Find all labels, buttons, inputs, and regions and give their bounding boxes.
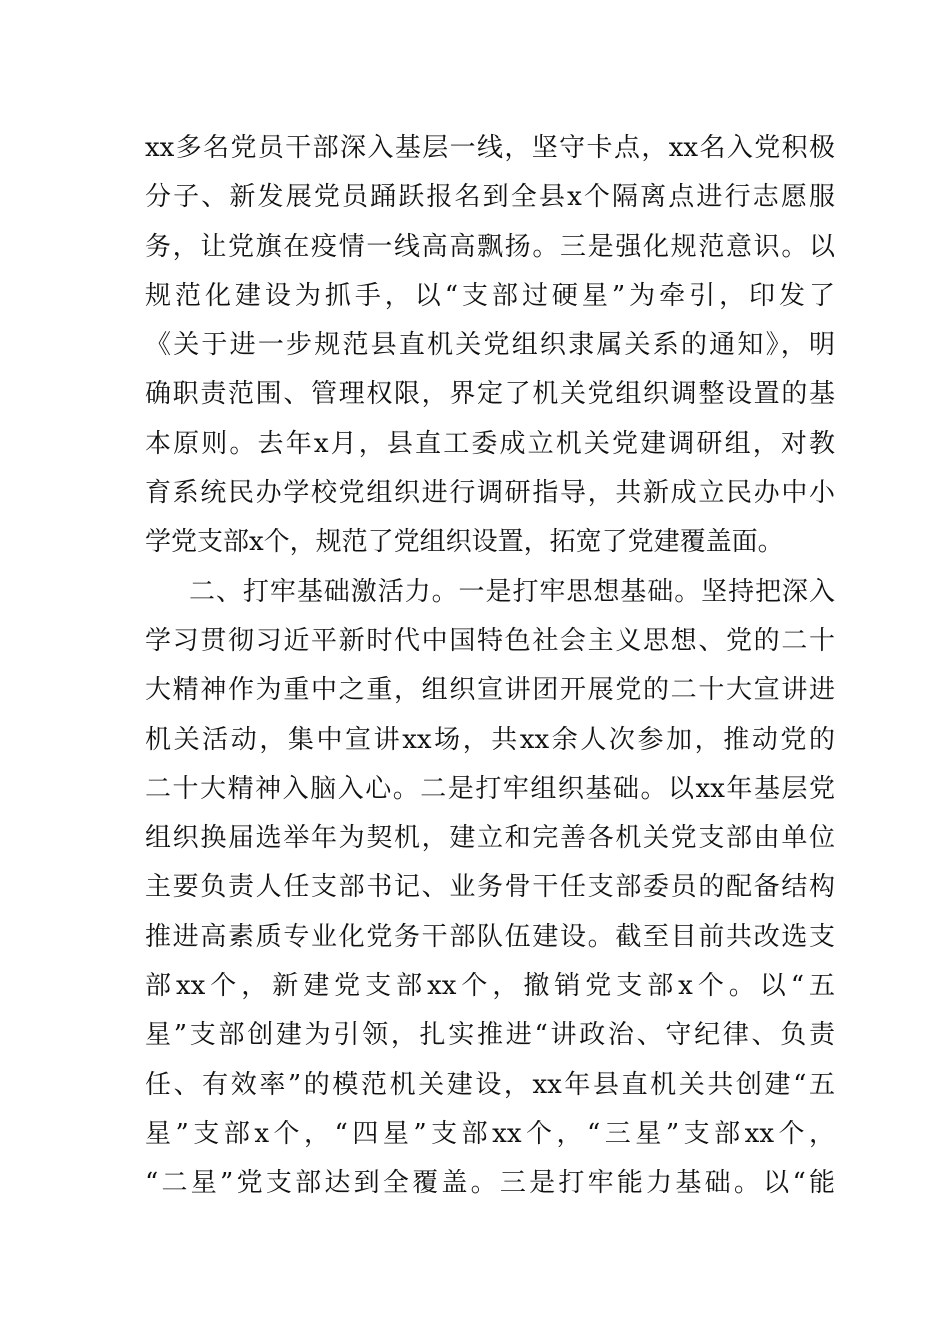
text-line: 主要负责人任支部书记、业务骨干任支部委员的配备结构 [145, 872, 835, 903]
text-line: 务，让党旗在疫情一线高高飘扬。三是强化规范意识。以 [145, 231, 835, 262]
text-line: 规范化建设为抓手，以“支部过硬星”为牵引，印发了 [145, 280, 835, 311]
text-line: 部xx个，新建党支部xx个，撤销党支部x个。以“五 [145, 971, 835, 1002]
text-line: “二星”党支部达到全覆盖。三是打牢能力基础。以“能 [145, 1168, 835, 1199]
text-line: 分子、新发展党员踊跃报名到全县x个隔离点进行志愿服 [145, 182, 835, 213]
paragraph-start-line: 二、打牢基础激活力。一是打牢思想基础。坚持把深入 [189, 576, 835, 607]
text-line: 推进高素质专业化党务干部队伍建设。截至目前共改选支 [145, 921, 835, 952]
body-text [145, 124, 835, 1209]
text-line: 学党支部x个，规范了党组织设置，拓宽了党建覆盖面。 [145, 527, 784, 558]
text-line: 二十大精神入脑入心。二是打牢组织基础。以xx年基层党 [145, 773, 835, 804]
text-line: 组织换届选举年为契机，建立和完善各机关党支部由单位 [145, 823, 835, 854]
text-line: 育系统民办学校党组织进行调研指导，共新成立民办中小 [145, 478, 835, 509]
text-line: 确职责范围、管理权限，界定了机关党组织调整设置的基 [145, 379, 835, 410]
text-line: 星”支部创建为引领，扎实推进“讲政治、守纪律、负责 [145, 1020, 835, 1051]
text-line: 学习贯彻习近平新时代中国特色社会主义思想、党的二十 [145, 625, 835, 656]
text-line: 机关活动，集中宣讲xx场，共xx余人次参加，推动党的 [145, 724, 835, 755]
text-line: 本原则。去年x月，县直工委成立机关党建调研组，对教 [145, 428, 835, 459]
text-line: 任、有效率”的模范机关建设，xx年县直机关共创建“五 [145, 1069, 835, 1100]
text-line: xx多名党员干部深入基层一线，坚守卡点，xx名入党积极 [145, 133, 835, 163]
text-line: 星”支部x个，“四星”支部xx个，“三星”支部xx个， [145, 1118, 835, 1149]
text-line: 《关于进一步规范县直机关党组织隶属关系的通知》，明 [145, 330, 835, 361]
text-line: 大精神作为重中之重，组织宣讲团开展党的二十大宣讲进 [145, 675, 835, 706]
